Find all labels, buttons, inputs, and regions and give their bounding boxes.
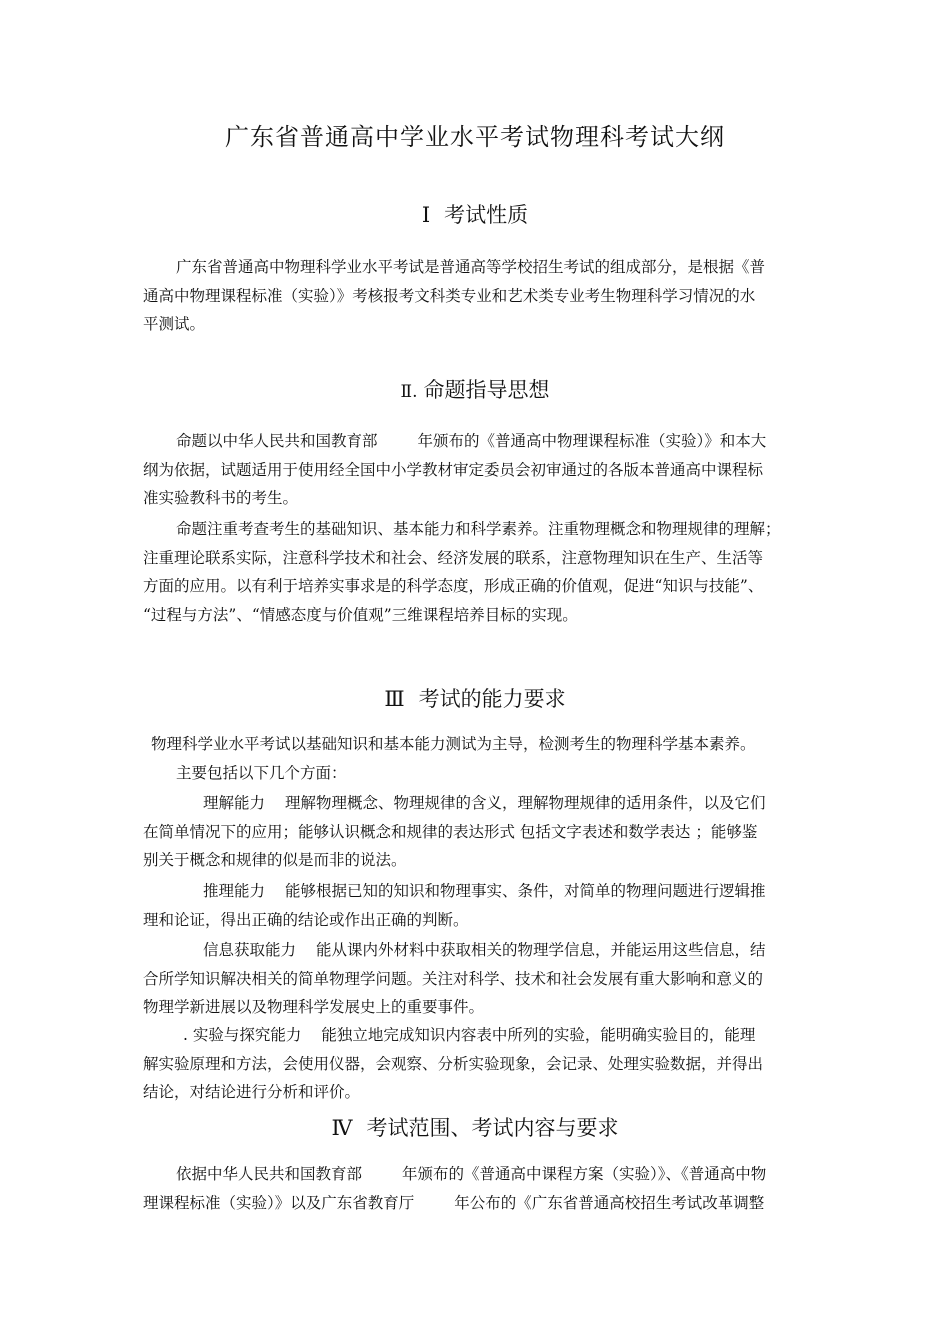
section-2-paragraph-2 (143, 515, 808, 629)
ability-understanding (143, 789, 808, 875)
text-line (143, 789, 808, 818)
section-1-number: Ⅰ (421, 203, 431, 227)
text-segment: 年公布的《广东省普通高校招生考试改革调整 (454, 1193, 765, 1212)
text-line (143, 1160, 808, 1189)
text-line: 解实验原理和方法，会使用仪器，会观察、分析实验现象，会记录、处理实验数据，并得出 (143, 1054, 764, 1073)
text-line: 结论，对结论进行分析和评价。 (143, 1083, 361, 1101)
text-line: 准实验教科书的考生。 (143, 489, 299, 507)
text-line (143, 1021, 808, 1050)
section-3-intro (143, 730, 808, 787)
text-segment: 理解物理概念、物理规律的含义，理解物理规律的适用条件，以及它们 (285, 794, 766, 812)
ability-name: 理解能力 (203, 794, 266, 812)
text-segment: 能够根据已知的知识和物理事实、条件，对简单的物理问题进行逻辑推 (285, 882, 766, 900)
ability-information (143, 936, 808, 1022)
text-line: “过程与方法”、“情感态度与价值观”三维课程培养目标的实现。 (143, 605, 578, 624)
text-line: 方面的应用。以有利于培养实事求是的科学态度，形成正确的价值观，促进“知识与技能”、 (143, 577, 764, 595)
text-line: 命题注重考查考生的基础知识、基本能力和科学素养。注重物理概念和物理规律的理解； (176, 520, 781, 538)
section-2-title: 命题指导思想 (423, 378, 550, 402)
text-line (143, 1189, 808, 1218)
text-segment: 理课程标准（实验）》以及广东省教育厅 (143, 1193, 415, 1212)
text-line: 平测试。 (143, 315, 206, 333)
text-segment: 能从课内外材料中获取相关的物理学信息，并能运用这些信息，结 (316, 941, 766, 959)
ability-name: 信息获取能力 (203, 941, 297, 959)
text-line: 别关于概念和规律的似是而非的说法。 (143, 851, 407, 869)
text-line: 物理学新进展以及物理科学发展史上的重要事件。 (143, 998, 485, 1016)
section-4-heading (0, 1112, 950, 1142)
section-3-title: 考试的能力要求 (418, 687, 566, 711)
section-2-paragraph-1 (143, 427, 808, 513)
text-line: 物理科学业水平考试以基础知识和基本能力测试为主导，检测考生的物理科学基本素养。 (151, 735, 756, 753)
ability-name: . 实验与探究能力 (183, 1026, 302, 1044)
text-line (143, 936, 808, 965)
document-title: 广东省普通高中学业水平考试物理科考试大纲 (225, 123, 725, 151)
text-line: 主要包括以下几个方面： (176, 763, 347, 782)
text-line: 合所学知识解决相关的简单物理学问题。关注对科学、技术和社会发展有重大影响和意义的 (143, 969, 764, 988)
section-1-heading (0, 199, 950, 229)
text-line: 理和论证，得出正确的结论或作出正确的判断。 (143, 910, 469, 929)
ability-reasoning (143, 877, 808, 934)
section-3-heading (0, 683, 950, 713)
section-3-number: Ⅲ (384, 687, 405, 711)
text-line: 广东省普通高中物理科学业水平考试是普通高等学校招生考试的组成部分，是根据《普 (176, 258, 766, 276)
text-line (143, 877, 808, 906)
text-line: 在简单情况下的应用；能够认识概念和规律的表达形式 包括文字表述和数学表达 ；能够鉴 (143, 822, 758, 841)
section-4-title: 考试范围、考试内容与要求 (366, 1116, 619, 1140)
text-line: 注重理论联系实际，注意科学技术和社会、经济发展的联系，注意物理知识在生产、生活等 (143, 548, 764, 567)
text-segment: 年颁布的《普通高中物理课程标准（实验）》和本大 (417, 432, 767, 450)
section-4-paragraph (143, 1160, 808, 1217)
section-2-heading (0, 374, 950, 404)
ability-experiment (143, 1021, 808, 1107)
section-1-title: 考试性质 (444, 203, 529, 227)
text-segment: 年颁布的《普通高中课程方案（实验）》、《普通高中物 (402, 1165, 767, 1183)
section-2-number: Ⅱ. (400, 382, 418, 402)
section-1-paragraph (143, 253, 808, 339)
text-segment: 依据中华人民共和国教育部 (176, 1165, 363, 1183)
section-4-number: Ⅳ (331, 1116, 353, 1140)
text-segment: 能独立地完成知识内容表中所列的实验，能明确实验目的，能理 (321, 1026, 756, 1044)
text-line: 通高中物理课程标准（实验）》考核报考文科类专业和艺术类专业考生物理科学习情况的水 (143, 286, 756, 305)
ability-name: 推理能力 (203, 882, 266, 900)
text-segment: 命题以中华人民共和国教育部 (176, 432, 378, 450)
text-line: 纲为依据，试题适用于使用经全国中小学教材审定委员会初审通过的各版本普通高中课程标 (143, 460, 764, 479)
text-line (143, 427, 808, 456)
